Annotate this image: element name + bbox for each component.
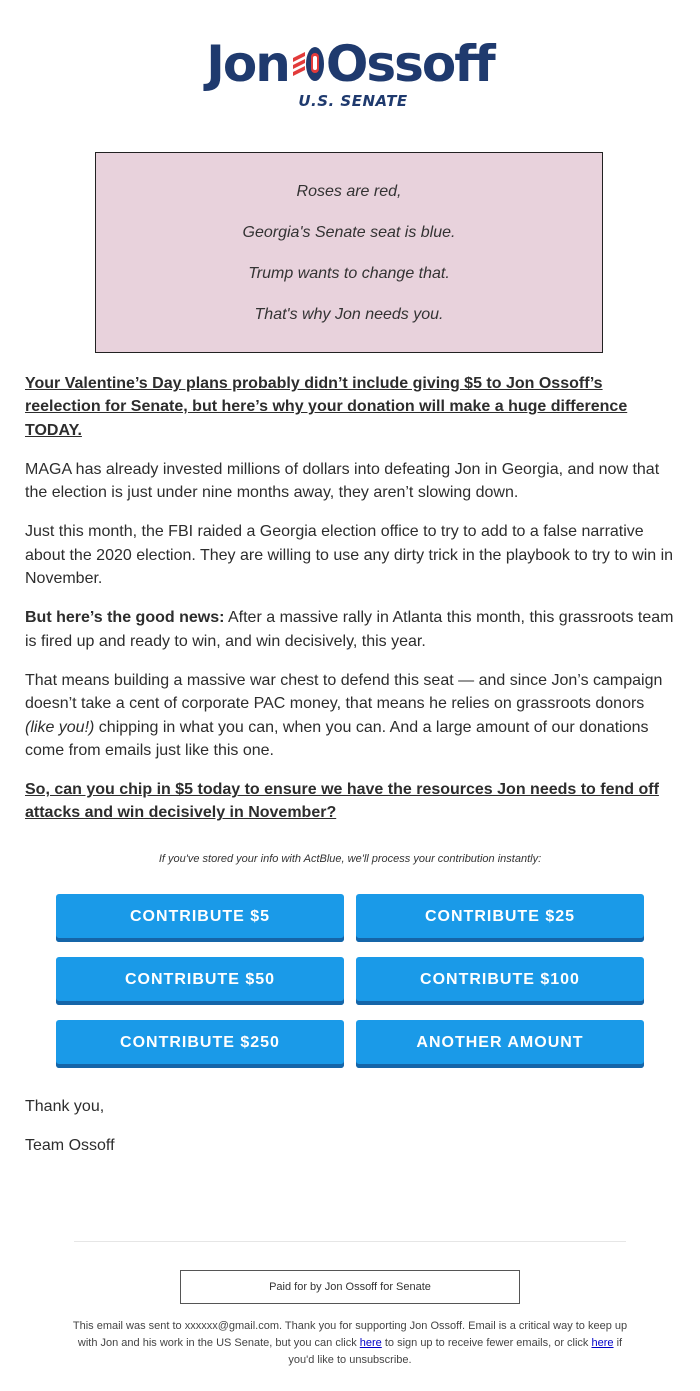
poem-line: Georgia's Senate seat is blue.: [242, 224, 456, 241]
thank-you: Thank you,: [25, 1098, 105, 1115]
footer-divider: [74, 1241, 626, 1242]
poem-line: Roses are red,: [296, 183, 402, 200]
logo-first-name: Jon: [206, 35, 289, 93]
contribute-50-button[interactable]: CONTRIBUTE $50: [56, 957, 344, 1005]
team-signature: Team Ossoff: [25, 1137, 115, 1154]
good-news-text: After a massive rally in Atlanta this month, this grassroots team is fired up and ready to win, and win decisively, this year.: [25, 609, 674, 650]
contribute-25-button[interactable]: CONTRIBUTE $25: [356, 894, 644, 942]
valentine-poem-box: [95, 152, 603, 353]
contribute-250-button[interactable]: CONTRIBUTE $250: [56, 1020, 344, 1068]
footer-text-b: to sign up to receive fewer emails, or click: [381, 1337, 592, 1349]
paragraph-good-news: [25, 606, 677, 653]
logo-wordmark: [206, 36, 493, 92]
logo-subtitle: U.S. SENATE: [298, 92, 408, 110]
signoff: [25, 1095, 115, 1173]
war-chest-text-a: That means building a massive war chest to defend this seat — and since Jon’s campaign doesn’t take a cent of corporate PAC money, that means he relies on grassroots donors: [25, 671, 663, 713]
contribute-100-button[interactable]: CONTRIBUTE $100: [356, 957, 644, 1005]
war-chest-text-b: chipping in what you can, when you can. And a large amount of our donations come from emails just like this one.: [25, 718, 649, 759]
footer-text: [70, 1318, 630, 1369]
paragraph-fbi: Just this month, the FBI raided a Georgia election office to try to add to a false narrative about the 2020 election. They are willing to use any dirty trick in the playbook to try to win in November.: [25, 523, 674, 588]
contribute-5-button[interactable]: CONTRIBUTE $5: [56, 894, 344, 942]
actblue-note: If you've stored your info with ActBlue, we'll process your contribution instantly:: [158, 853, 542, 865]
campaign-logo: [0, 36, 700, 116]
poem-line: Trump wants to change that.: [248, 265, 450, 282]
poem-line: That's why Jon needs you.: [254, 306, 444, 323]
fewer-emails-link[interactable]: here: [359, 1337, 382, 1349]
paragraph-war-chest: [25, 669, 677, 762]
headline-link[interactable]: Your Valentine’s Day plans probably didn’t include giving $5 to Jon Ossoff’s reelection for Senate, but here’s why your donation will make a huge difference TODAY.: [25, 375, 628, 439]
paid-for-box: Paid for by Jon Ossoff for Senate: [180, 1270, 520, 1304]
another-amount-button[interactable]: ANOTHER AMOUNT: [356, 1020, 644, 1068]
unsubscribe-link[interactable]: here: [591, 1337, 614, 1349]
ask-link[interactable]: So, can you chip in $5 today to ensure we have the resources Jon needs to fend off attacks and win decisively in November?: [25, 781, 659, 822]
footer-text-c: if you'd like to unsubscribe.: [288, 1337, 623, 1366]
flag-stripes-icon: [291, 44, 325, 84]
war-chest-italic: (like you!): [25, 718, 95, 736]
paragraph-maga: MAGA has already invested millions of dollars into defeating Jon in Georgia, and now that the election is just under nine months away, they aren’t slowing down.: [25, 460, 660, 502]
email-body: [25, 372, 677, 841]
footer-text-a: This email was sent to xxxxxx@gmail.com. Thank you for supporting Jon Ossoff. Email is a critical way to keep up with Jon and his work in the US Senate, but you can click: [72, 1320, 628, 1349]
good-news-lead: But here’s the good news:: [25, 609, 225, 627]
logo-last-name: Ossoff: [325, 35, 494, 93]
